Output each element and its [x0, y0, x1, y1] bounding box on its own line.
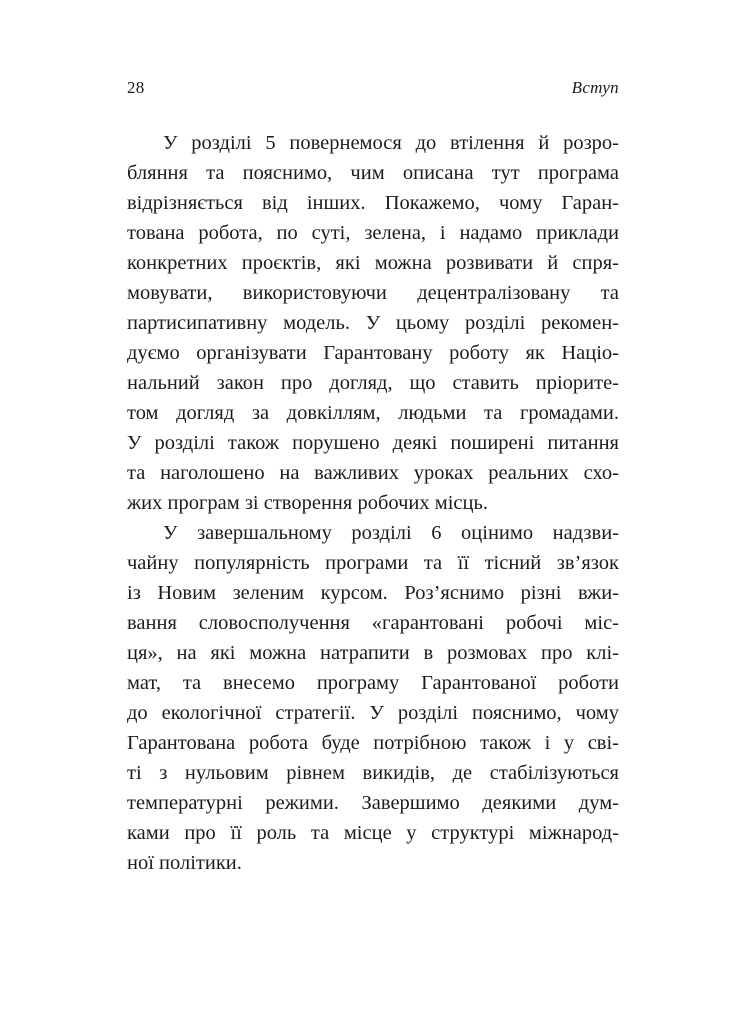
text-line: У розділі також порушено деякі поширені питання	[127, 432, 619, 454]
paragraph	[127, 128, 619, 518]
page-number: 28	[127, 78, 145, 97]
text-line: мовувати, використовуючи децентралізовану та	[127, 282, 619, 304]
text-line: ної політики.	[127, 852, 242, 874]
text-line: нальний закон про догляд, що ставить пріорите-	[127, 372, 619, 394]
text-line: У завершальному розділі 6 оцінимо надзви-	[163, 522, 619, 544]
text-line: конкретних проєктів, які можна розвивати й спря-	[127, 252, 619, 274]
text-line: вання словосполучення «гарантовані робочі міс-	[127, 612, 619, 634]
text-line: чайну популярність програми та її тісний зв’язок	[127, 552, 619, 574]
text-line: відрізняється від інших. Покажемо, чому Гаран-	[127, 192, 619, 214]
text-line: із Новим зеленим курсом. Роз’яснимо різні вжи-	[127, 582, 619, 604]
text-line: Гарантована робота буде потрібною також і у сві-	[127, 732, 619, 754]
text-line: бляння та пояснимо, чим описана тут програма	[127, 162, 619, 184]
text-line: та наголошено на важливих уроках реальних схо-	[127, 462, 619, 484]
text-line: ті з нульовим рівнем викидів, де стабілізуються	[127, 762, 619, 784]
paragraph	[127, 518, 619, 878]
text-line: ця», на які можна натрапити в розмовах про клі-	[127, 642, 619, 664]
text-line: том догляд за довкіллям, людьми та громадами.	[127, 402, 619, 424]
text-line: дуємо організувати Гарантовану роботу як Націо-	[127, 342, 619, 364]
text-line: температурні режими. Завершимо деякими дум-	[127, 792, 619, 814]
body-text	[127, 128, 619, 878]
text-line: тована робота, по суті, зелена, і надамо приклади	[127, 222, 619, 244]
page-header	[127, 78, 619, 98]
text-line: У розділі 5 повернемося до втілення й розро-	[163, 132, 619, 154]
running-head: Вступ	[571, 78, 619, 97]
text-line: ками про її роль та місце у структурі міжнарод-	[127, 822, 619, 844]
text-line: мат, та внесемо програму Гарантованої роботи	[127, 672, 619, 694]
text-line: до екологічної стратегії. У розділі пояснимо, чому	[127, 702, 619, 724]
text-line: жих програм зі створення робочих місць.	[127, 492, 488, 514]
text-line: партисипативну модель. У цьому розділі рекомен-	[127, 312, 619, 334]
